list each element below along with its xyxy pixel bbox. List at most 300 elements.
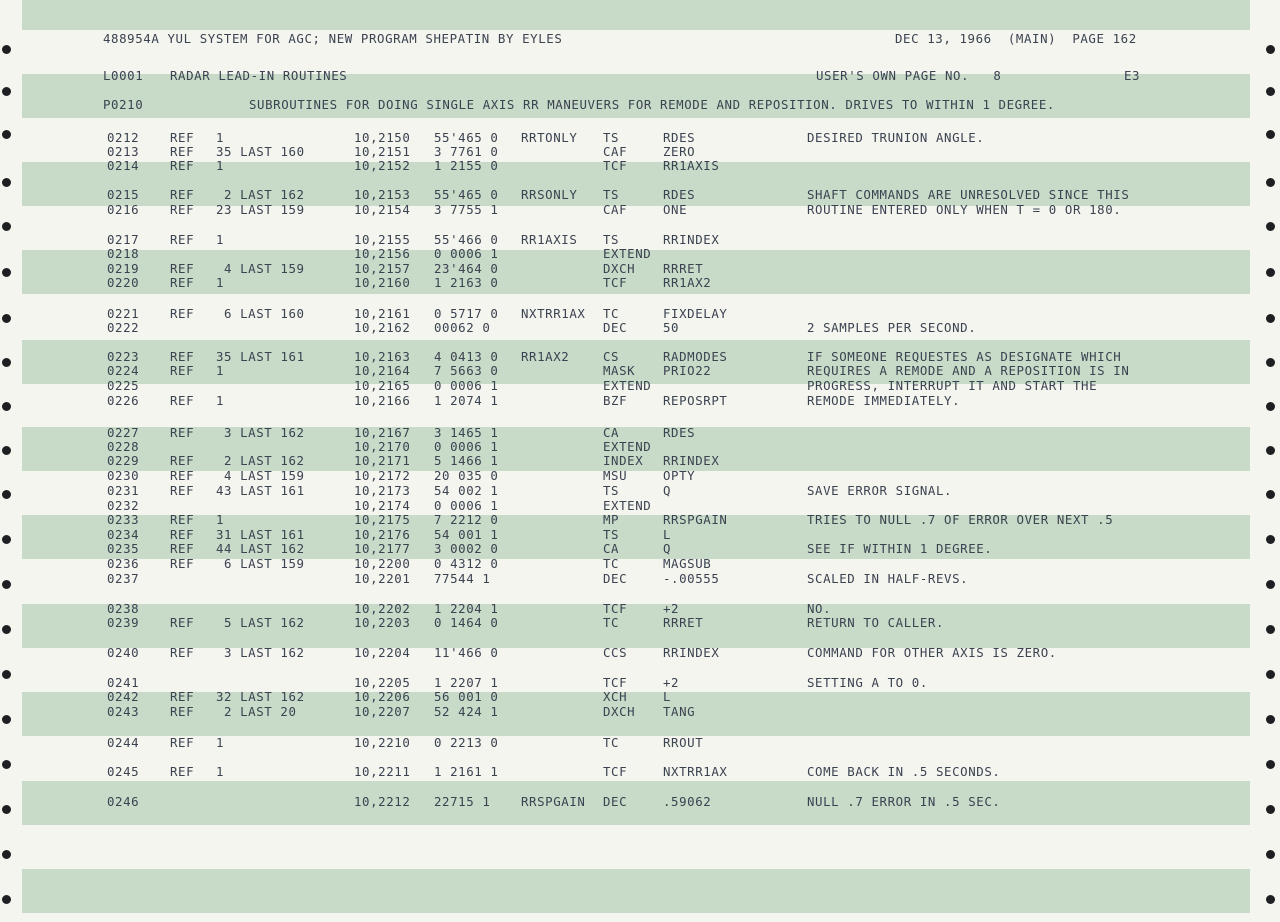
ref-location: 6 LAST 160 bbox=[224, 306, 305, 321]
operand: RRINDEX bbox=[663, 453, 720, 468]
operand: ZERO bbox=[663, 144, 696, 159]
comment: TRIES TO NULL .7 OF ERROR OVER NEXT .5 bbox=[807, 512, 1114, 527]
sprocket-hole bbox=[1266, 358, 1275, 367]
opcode: TCF bbox=[603, 158, 628, 173]
ref-location: 2 LAST 162 bbox=[224, 453, 305, 468]
ref-location: 1 bbox=[216, 275, 225, 290]
line-number: 0238 bbox=[107, 601, 140, 616]
memory-address: 10,2165 bbox=[354, 378, 411, 393]
memory-address: 10,2170 bbox=[354, 439, 411, 454]
line-number: 0215 bbox=[107, 187, 140, 202]
line-number: 0212 bbox=[107, 130, 140, 145]
memory-address: 10,2164 bbox=[354, 363, 411, 378]
ref-marker: REF bbox=[170, 541, 195, 556]
sprocket-hole bbox=[2, 715, 11, 724]
operand: L bbox=[663, 689, 672, 704]
memory-address: 10,2207 bbox=[354, 704, 411, 719]
line-number: 0221 bbox=[107, 306, 140, 321]
operand: Q bbox=[663, 483, 672, 498]
operand: +2 bbox=[663, 601, 680, 616]
ref-location: 2 LAST 20 bbox=[224, 704, 297, 719]
memory-address: 10,2151 bbox=[354, 144, 411, 159]
memory-address: 10,2175 bbox=[354, 512, 411, 527]
line-number: 0216 bbox=[107, 202, 140, 217]
sprocket-hole bbox=[1266, 580, 1275, 589]
sprocket-hole bbox=[2, 760, 11, 769]
operand: RDES bbox=[663, 187, 696, 202]
ref-marker: REF bbox=[170, 130, 195, 145]
opcode: DEC bbox=[603, 794, 628, 809]
octal-code: 1 2074 1 bbox=[434, 393, 499, 408]
ref-location: 1 bbox=[216, 512, 225, 527]
opcode: BZF bbox=[603, 393, 628, 408]
line-number: 0229 bbox=[107, 453, 140, 468]
left-sprocket-strip bbox=[0, 0, 14, 922]
memory-address: 10,2167 bbox=[354, 425, 411, 440]
line-number: 0246 bbox=[107, 794, 140, 809]
operand: Q bbox=[663, 541, 672, 556]
green-bar bbox=[22, 0, 1250, 30]
octal-code: 7 2212 0 bbox=[434, 512, 499, 527]
octal-code: 3 7755 1 bbox=[434, 202, 499, 217]
ref-marker: REF bbox=[170, 425, 195, 440]
line-number: 0233 bbox=[107, 512, 140, 527]
octal-code: 1 2207 1 bbox=[434, 675, 499, 690]
operand: RROUT bbox=[663, 735, 704, 750]
ref-marker: REF bbox=[170, 468, 195, 483]
memory-address: 10,2211 bbox=[354, 764, 411, 779]
operand: 50 bbox=[663, 320, 680, 335]
line-number: 0231 bbox=[107, 483, 140, 498]
comment: ROUTINE ENTERED ONLY WHEN T = 0 OR 180. bbox=[807, 202, 1122, 217]
line-number: 0227 bbox=[107, 425, 140, 440]
sprocket-hole bbox=[2, 87, 11, 96]
ref-location: 1 bbox=[216, 158, 225, 173]
opcode: TS bbox=[603, 527, 620, 542]
sprocket-hole bbox=[1266, 446, 1275, 455]
memory-address: 10,2173 bbox=[354, 483, 411, 498]
opcode: CA bbox=[603, 425, 620, 440]
sprocket-hole bbox=[1266, 314, 1275, 323]
memory-address: 10,2210 bbox=[354, 735, 411, 750]
ref-location: 1 bbox=[216, 363, 225, 378]
opcode: TS bbox=[603, 187, 620, 202]
octal-code: 20 035 0 bbox=[434, 468, 499, 483]
line-number: 0237 bbox=[107, 571, 140, 586]
octal-code: 55'465 0 bbox=[434, 130, 499, 145]
symbol-label: NXTRR1AX bbox=[521, 306, 586, 321]
listing-header-left: 488954A YUL SYSTEM FOR AGC; NEW PROGRAM SHEPATIN BY EYLES bbox=[103, 31, 563, 46]
opcode: CAF bbox=[603, 144, 628, 159]
opcode: TCF bbox=[603, 601, 628, 616]
sprocket-hole bbox=[1266, 805, 1275, 814]
sprocket-hole bbox=[2, 490, 11, 499]
line-number: 0235 bbox=[107, 541, 140, 556]
operand: .59062 bbox=[663, 794, 712, 809]
opcode: TCF bbox=[603, 675, 628, 690]
sprocket-hole bbox=[1266, 178, 1275, 187]
operand: OPTY bbox=[663, 468, 696, 483]
memory-address: 10,2171 bbox=[354, 453, 411, 468]
line-number: 0240 bbox=[107, 645, 140, 660]
memory-address: 10,2201 bbox=[354, 571, 411, 586]
sprocket-hole bbox=[1266, 87, 1275, 96]
sprocket-hole bbox=[2, 130, 11, 139]
opcode: DXCH bbox=[603, 261, 636, 276]
sprocket-hole bbox=[2, 895, 11, 904]
sprocket-hole bbox=[1266, 850, 1275, 859]
ref-location: 1 bbox=[216, 735, 225, 750]
symbol-label: RR1AX2 bbox=[521, 349, 570, 364]
sprocket-hole bbox=[2, 178, 11, 187]
line-number: 0225 bbox=[107, 378, 140, 393]
ref-marker: REF bbox=[170, 735, 195, 750]
octal-code: 3 7761 0 bbox=[434, 144, 499, 159]
opcode: INDEX bbox=[603, 453, 644, 468]
sprocket-hole bbox=[1266, 760, 1275, 769]
opcode: TS bbox=[603, 130, 620, 145]
sprocket-hole bbox=[2, 805, 11, 814]
section-id: P0210 bbox=[103, 97, 144, 112]
memory-address: 10,2154 bbox=[354, 202, 411, 217]
opcode: TC bbox=[603, 735, 620, 750]
sprocket-hole bbox=[2, 446, 11, 455]
memory-address: 10,2156 bbox=[354, 246, 411, 261]
octal-code: 0 0006 1 bbox=[434, 498, 499, 513]
comment: IF SOMEONE REQUESTES AS DESIGNATE WHICH bbox=[807, 349, 1122, 364]
ref-marker: REF bbox=[170, 261, 195, 276]
operand: +2 bbox=[663, 675, 680, 690]
comment: SEE IF WITHIN 1 DEGREE. bbox=[807, 541, 993, 556]
octal-code: 5 1466 1 bbox=[434, 453, 499, 468]
memory-address: 10,2162 bbox=[354, 320, 411, 335]
sprocket-hole bbox=[1266, 222, 1275, 231]
ref-location: 4 LAST 159 bbox=[224, 468, 305, 483]
line-number: 0219 bbox=[107, 261, 140, 276]
line-number: 0228 bbox=[107, 439, 140, 454]
ref-marker: REF bbox=[170, 512, 195, 527]
ref-location: 32 LAST 162 bbox=[216, 689, 305, 704]
octal-code: 0 1464 0 bbox=[434, 615, 499, 630]
opcode: XCH bbox=[603, 689, 628, 704]
symbol-label: RRTONLY bbox=[521, 130, 578, 145]
memory-address: 10,2153 bbox=[354, 187, 411, 202]
octal-code: 56 001 0 bbox=[434, 689, 499, 704]
comment: SAVE ERROR SIGNAL. bbox=[807, 483, 953, 498]
octal-code: 54 002 1 bbox=[434, 483, 499, 498]
line-number: 0242 bbox=[107, 689, 140, 704]
operand: RRINDEX bbox=[663, 645, 720, 660]
ref-location: 43 LAST 161 bbox=[216, 483, 305, 498]
octal-code: 3 1465 1 bbox=[434, 425, 499, 440]
comment: NULL .7 ERROR IN .5 SEC. bbox=[807, 794, 1001, 809]
sprocket-hole bbox=[2, 222, 11, 231]
line-number: 0222 bbox=[107, 320, 140, 335]
memory-address: 10,2176 bbox=[354, 527, 411, 542]
ref-marker: REF bbox=[170, 144, 195, 159]
octal-code: 55'466 0 bbox=[434, 232, 499, 247]
ref-marker: REF bbox=[170, 275, 195, 290]
line-number: 0232 bbox=[107, 498, 140, 513]
operand: RDES bbox=[663, 425, 696, 440]
green-bar bbox=[22, 869, 1250, 913]
ref-marker: REF bbox=[170, 453, 195, 468]
octal-code: 77544 1 bbox=[434, 571, 491, 586]
sprocket-hole bbox=[2, 358, 11, 367]
ref-marker: REF bbox=[170, 483, 195, 498]
operand: RRRET bbox=[663, 261, 704, 276]
opcode: DXCH bbox=[603, 704, 636, 719]
ref-marker: REF bbox=[170, 232, 195, 247]
comment: COMMAND FOR OTHER AXIS IS ZERO. bbox=[807, 645, 1057, 660]
octal-code: 23'464 0 bbox=[434, 261, 499, 276]
octal-code: 0 0006 1 bbox=[434, 439, 499, 454]
octal-code: 1 2161 1 bbox=[434, 764, 499, 779]
octal-code: 0 0006 1 bbox=[434, 378, 499, 393]
comment: NO. bbox=[807, 601, 832, 616]
opcode: TC bbox=[603, 306, 620, 321]
right-sprocket-strip bbox=[1264, 0, 1278, 922]
sprocket-hole bbox=[1266, 625, 1275, 634]
log-id: L0001 bbox=[103, 68, 144, 83]
opcode: DEC bbox=[603, 571, 628, 586]
ref-marker: REF bbox=[170, 187, 195, 202]
ref-location: 6 LAST 159 bbox=[224, 556, 305, 571]
octal-code: 0 2213 0 bbox=[434, 735, 499, 750]
log-code: E3 bbox=[1124, 68, 1141, 83]
ref-marker: REF bbox=[170, 556, 195, 571]
operand: PRIO22 bbox=[663, 363, 712, 378]
octal-code: 00062 0 bbox=[434, 320, 491, 335]
sprocket-hole bbox=[2, 314, 11, 323]
opcode: TS bbox=[603, 483, 620, 498]
ref-location: 5 LAST 162 bbox=[224, 615, 305, 630]
line-number: 0217 bbox=[107, 232, 140, 247]
opcode: TCF bbox=[603, 275, 628, 290]
operand: RR1AX2 bbox=[663, 275, 712, 290]
memory-address: 10,2152 bbox=[354, 158, 411, 173]
green-bar bbox=[22, 692, 1250, 736]
operand: RRRET bbox=[663, 615, 704, 630]
memory-address: 10,2203 bbox=[354, 615, 411, 630]
operand: RADMODES bbox=[663, 349, 728, 364]
ref-location: 3 LAST 162 bbox=[224, 645, 305, 660]
operand: NXTRR1AX bbox=[663, 764, 728, 779]
memory-address: 10,2204 bbox=[354, 645, 411, 660]
opcode: MP bbox=[603, 512, 620, 527]
opcode: CS bbox=[603, 349, 620, 364]
symbol-label: RRSPGAIN bbox=[521, 794, 586, 809]
ref-location: 1 bbox=[216, 130, 225, 145]
octal-code: 3 0002 0 bbox=[434, 541, 499, 556]
memory-address: 10,2206 bbox=[354, 689, 411, 704]
line-number: 0241 bbox=[107, 675, 140, 690]
comment: RETURN TO CALLER. bbox=[807, 615, 945, 630]
ref-marker: REF bbox=[170, 363, 195, 378]
listing-header-right: DEC 13, 1966 (MAIN) PAGE 162 bbox=[895, 31, 1137, 46]
comment: REQUIRES A REMODE AND A REPOSITION IS IN bbox=[807, 363, 1130, 378]
green-bar bbox=[22, 604, 1250, 648]
operand: TANG bbox=[663, 704, 696, 719]
memory-address: 10,2212 bbox=[354, 794, 411, 809]
memory-address: 10,2157 bbox=[354, 261, 411, 276]
line-number: 0213 bbox=[107, 144, 140, 159]
memory-address: 10,2163 bbox=[354, 349, 411, 364]
comment: PROGRESS, INTERRUPT IT AND START THE bbox=[807, 378, 1098, 393]
line-number: 0223 bbox=[107, 349, 140, 364]
ref-location: 2 LAST 162 bbox=[224, 187, 305, 202]
opcode: DEC bbox=[603, 320, 628, 335]
sprocket-hole bbox=[2, 402, 11, 411]
opcode: EXTEND bbox=[603, 246, 652, 261]
operand: ONE bbox=[663, 202, 688, 217]
sprocket-hole bbox=[2, 580, 11, 589]
sprocket-hole bbox=[1266, 670, 1275, 679]
opcode: EXTEND bbox=[603, 498, 652, 513]
ref-location: 3 LAST 162 bbox=[224, 425, 305, 440]
operand: RR1AXIS bbox=[663, 158, 720, 173]
ref-marker: REF bbox=[170, 689, 195, 704]
sprocket-hole bbox=[1266, 715, 1275, 724]
sprocket-hole bbox=[1266, 535, 1275, 544]
line-number: 0234 bbox=[107, 527, 140, 542]
octal-code: 52 424 1 bbox=[434, 704, 499, 719]
comment: DESIRED TRUNION ANGLE. bbox=[807, 130, 985, 145]
operand: L bbox=[663, 527, 672, 542]
octal-code: 55'465 0 bbox=[434, 187, 499, 202]
sprocket-hole bbox=[1266, 45, 1275, 54]
comment: COME BACK IN .5 SECONDS. bbox=[807, 764, 1001, 779]
line-number: 0226 bbox=[107, 393, 140, 408]
ref-location: 35 LAST 160 bbox=[216, 144, 305, 159]
operand: REPOSRPT bbox=[663, 393, 728, 408]
memory-address: 10,2200 bbox=[354, 556, 411, 571]
section-title: SUBROUTINES FOR DOING SINGLE AXIS RR MANEUVERS FOR REMODE AND REPOSITION. DRIVES TO WITHIN 1 DEGREE. bbox=[249, 97, 1055, 112]
symbol-label: RR1AXIS bbox=[521, 232, 578, 247]
opcode: TS bbox=[603, 232, 620, 247]
opcode: MASK bbox=[603, 363, 636, 378]
sprocket-hole bbox=[2, 850, 11, 859]
operand: MAGSUB bbox=[663, 556, 712, 571]
line-number: 0218 bbox=[107, 246, 140, 261]
ref-location: 35 LAST 161 bbox=[216, 349, 305, 364]
line-number: 0236 bbox=[107, 556, 140, 571]
comment: SETTING A TO 0. bbox=[807, 675, 928, 690]
line-number: 0230 bbox=[107, 468, 140, 483]
opcode: TC bbox=[603, 615, 620, 630]
octal-code: 1 2155 0 bbox=[434, 158, 499, 173]
comment: SCALED IN HALF-REVS. bbox=[807, 571, 969, 586]
ref-marker: REF bbox=[170, 615, 195, 630]
operand: RRSPGAIN bbox=[663, 512, 728, 527]
line-number: 0245 bbox=[107, 764, 140, 779]
operand: RDES bbox=[663, 130, 696, 145]
octal-code: 54 001 1 bbox=[434, 527, 499, 542]
octal-code: 22715 1 bbox=[434, 794, 491, 809]
memory-address: 10,2202 bbox=[354, 601, 411, 616]
ref-location: 4 LAST 159 bbox=[224, 261, 305, 276]
sprocket-hole bbox=[1266, 895, 1275, 904]
line-number: 0239 bbox=[107, 615, 140, 630]
octal-code: 1 2204 1 bbox=[434, 601, 499, 616]
line-number: 0220 bbox=[107, 275, 140, 290]
ref-marker: REF bbox=[170, 158, 195, 173]
memory-address: 10,2172 bbox=[354, 468, 411, 483]
ref-marker: REF bbox=[170, 306, 195, 321]
octal-code: 11'466 0 bbox=[434, 645, 499, 660]
ref-location: 23 LAST 159 bbox=[216, 202, 305, 217]
octal-code: 7 5663 0 bbox=[434, 363, 499, 378]
comment: SHAFT COMMANDS ARE UNRESOLVED SINCE THIS bbox=[807, 187, 1130, 202]
ref-marker: REF bbox=[170, 645, 195, 660]
opcode: TCF bbox=[603, 764, 628, 779]
ref-marker: REF bbox=[170, 202, 195, 217]
memory-address: 10,2166 bbox=[354, 393, 411, 408]
opcode: TC bbox=[603, 556, 620, 571]
octal-code: 4 0413 0 bbox=[434, 349, 499, 364]
line-number: 0243 bbox=[107, 704, 140, 719]
operand: RRINDEX bbox=[663, 232, 720, 247]
line-number: 0214 bbox=[107, 158, 140, 173]
sprocket-hole bbox=[1266, 490, 1275, 499]
opcode: EXTEND bbox=[603, 378, 652, 393]
line-number: 0244 bbox=[107, 735, 140, 750]
comment: 2 SAMPLES PER SECOND. bbox=[807, 320, 977, 335]
octal-code: 0 5717 0 bbox=[434, 306, 499, 321]
sprocket-hole bbox=[2, 268, 11, 277]
user-page-number: USER'S OWN PAGE NO. 8 bbox=[816, 68, 1002, 83]
ref-location: 1 bbox=[216, 764, 225, 779]
memory-address: 10,2160 bbox=[354, 275, 411, 290]
sprocket-hole bbox=[1266, 130, 1275, 139]
line-number: 0224 bbox=[107, 363, 140, 378]
ref-location: 1 bbox=[216, 232, 225, 247]
opcode: EXTEND bbox=[603, 439, 652, 454]
sprocket-hole bbox=[2, 535, 11, 544]
sprocket-hole bbox=[2, 625, 11, 634]
operand: FIXDELAY bbox=[663, 306, 728, 321]
ref-marker: REF bbox=[170, 393, 195, 408]
symbol-label: RRSONLY bbox=[521, 187, 578, 202]
octal-code: 0 4312 0 bbox=[434, 556, 499, 571]
ref-location: 1 bbox=[216, 393, 225, 408]
green-bar bbox=[22, 781, 1250, 825]
memory-address: 10,2155 bbox=[354, 232, 411, 247]
ref-marker: REF bbox=[170, 764, 195, 779]
sprocket-hole bbox=[2, 670, 11, 679]
sprocket-hole bbox=[1266, 268, 1275, 277]
sprocket-hole bbox=[2, 45, 11, 54]
ref-marker: REF bbox=[170, 349, 195, 364]
ref-marker: REF bbox=[170, 704, 195, 719]
opcode: CCS bbox=[603, 645, 628, 660]
octal-code: 0 0006 1 bbox=[434, 246, 499, 261]
ref-location: 44 LAST 162 bbox=[216, 541, 305, 556]
opcode: CA bbox=[603, 541, 620, 556]
ref-location: 31 LAST 161 bbox=[216, 527, 305, 542]
memory-address: 10,2161 bbox=[354, 306, 411, 321]
operand: -.00555 bbox=[663, 571, 720, 586]
memory-address: 10,2150 bbox=[354, 130, 411, 145]
comment: REMODE IMMEDIATELY. bbox=[807, 393, 961, 408]
opcode: MSU bbox=[603, 468, 628, 483]
memory-address: 10,2205 bbox=[354, 675, 411, 690]
sprocket-hole bbox=[1266, 402, 1275, 411]
ref-marker: REF bbox=[170, 527, 195, 542]
opcode: CAF bbox=[603, 202, 628, 217]
memory-address: 10,2174 bbox=[354, 498, 411, 513]
memory-address: 10,2177 bbox=[354, 541, 411, 556]
